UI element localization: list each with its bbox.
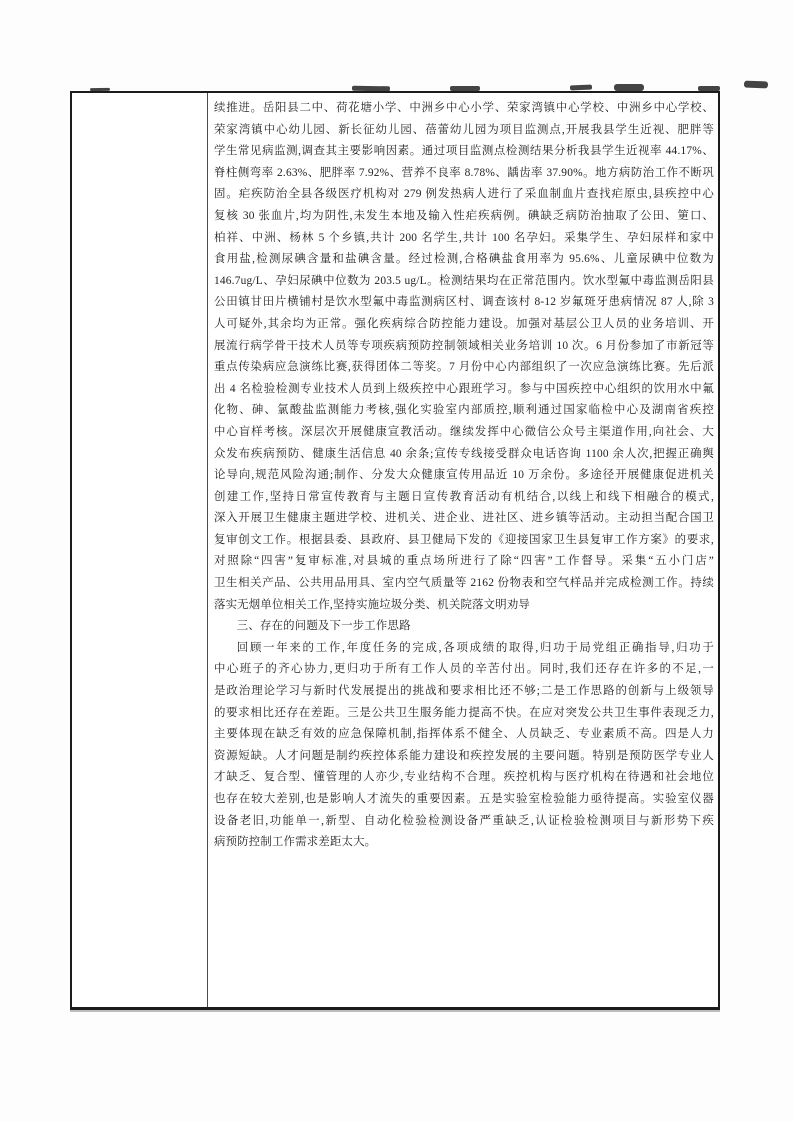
text-line: 也存在较大差别,也是影响人才流失的重要因素。五是实验室检验能力亟待提高。实验室仪器 — [214, 793, 714, 805]
text-line: 出 4 名检验检测专业技术人员到上级疾控中心跟班学习。参与中国疾控中心组织的饮用水中氟 — [214, 382, 714, 395]
text-line: 落实无烟单位相关工作,坚持实施垃圾分类、机关院落文明劝导 — [214, 598, 530, 611]
text-line: 固。疟疾防治全县各级医疗机构对 279 例发热病人进行了采血制血片查找疟原虫,县疾控中心 — [214, 188, 714, 201]
text-line: 荣家湾镇中心幼儿园、新长征幼儿园、蓓蕾幼儿园为项目监测点,开展我县学生近视、肥胖等 — [214, 123, 714, 136]
text-line: 主要体现在缺乏有效的应急保障机制,指挥体系不健全、人员缺乏、专业素质不高。四是人力 — [214, 728, 714, 741]
text-line: 中心盲样考核。深层次开展健康宣教活动。继续发挥中心微信公众号主渠道作用,向社会、大 — [214, 425, 714, 438]
text-line: 回顾一年来的工作,年度任务的完成,各项成绩的取得,归功于局党组正确指导,归功于 — [236, 641, 714, 654]
text-line: 资源短缺。人才问题是制约疾控体系能力建设和疾控发展的主要问题。特别是预防医学专业人 — [214, 749, 714, 762]
text-line: 深入开展卫生健康主题进学校、进机关、进企业、进社区、进乡镇等活动。主动担当配合国卫 — [214, 512, 714, 525]
text-line: 复审创文工作。根据县委、县政府、县卫健局下发的《迎接国家卫生县复审工作方案》的要求, — [214, 533, 714, 546]
table-body-cell — [208, 93, 718, 1007]
text-line: 人可疑外,其余均为正常。强化疾病综合防控能力建设。加强对基层公卫人员的业务培训、开 — [214, 317, 714, 330]
text-line: 论导向,规范风险沟通;制作、分发大众健康宣传用品近 10 万余份。多途径开展健康促进机关 — [214, 469, 714, 482]
ink-smudge-artifact — [570, 85, 592, 91]
text-line: 才缺乏、复合型、懂管理的人亦少,专业结构不合理。疾控机构与医疗机构在待遇和社会地位 — [214, 771, 714, 784]
text-line: 复核 30 张血片,均为阴性,未发生本地及输入性疟疾病例。碘缺乏病防治抽取了公田、筻口、 — [214, 209, 714, 222]
text-line: 146.7ug/L、孕妇尿碘中位数为 203.5 ug/L。检测结果均在正常范围内。饮水型氟中毒监测岳阳县 — [214, 274, 714, 287]
text-line: 脊柱侧弯率 2.63%、肥胖率 7.92%、营养不良率 8.78%、龋齿率 37.90%。地方病防治工作不断巩 — [214, 166, 714, 179]
text-line: 中心班子的齐心协力,更归功于所有工作人员的辛苦付出。同时,我们还存在许多的不足,一 — [214, 663, 714, 676]
text-line: 众发布疾病预防、健康生活信息 40 余条;宣传专线接受群众电话咨询 1100 余人次,把握正确舆 — [214, 447, 714, 460]
text-line: 展流行病学骨干技术人员等专项疾病预防控制领域相关业务培训 10 次。6 月份参加了市新冠等 — [214, 339, 714, 352]
text-line: 的要求相比还存在差距。三是公共卫生服务能力提高不快。在应对突发公共卫生事件表现乏力, — [214, 706, 714, 719]
ink-smudge-artifact — [614, 84, 644, 91]
text-line: 重点传染病应急演练比赛,获得团体二等奖。7 月份中心内部组织了一次应急演练比赛。先后派 — [214, 361, 714, 374]
text-line: 设备老旧,功能单一,新型、自动化检验检测设备严重缺乏,认证检验检测项目与新形势下疾 — [214, 814, 714, 827]
report-table — [70, 91, 720, 1010]
text-line: 食用盐,检测尿碘含量和盐碘含量。经过检测,合格碘盐食用率为 95.6%、儿童尿碘中位数为 — [214, 253, 714, 266]
text-line: 对照除“四害”复审标准,对县城的重点场所进行了除“四害”工作督导。采集“五小门店” — [214, 555, 714, 568]
text-line: 柏祥、中洲、杨林 5 个乡镇,共计 200 名学生,共计 100 名孕妇。采集学生、孕妇尿样和家中 — [214, 231, 714, 244]
text-line: 公田镇甘田片横铺村是饮水型氟中毒监测病区村、调查该村 8-12 岁氟斑牙患病情况 87 人,除 3 — [214, 296, 714, 309]
text-line: 创建工作,坚持日常宣传教育与主题日宣传教育活动有机结合,以线上和线下相融合的模式, — [214, 490, 714, 503]
report-body-text — [214, 98, 714, 854]
text-line: 是政治理论学习与新时代发展提出的挑战和要求相比还不够;二是工作思路的创新与上级领导 — [214, 685, 714, 698]
ink-smudge-artifact — [744, 81, 768, 89]
text-line: 续推进。岳阳县二中、荷花塘小学、中洲乡中心小学、荣家湾镇中心学校、中洲乡中心学校、 — [214, 102, 714, 114]
text-line: 三、存在的问题及下一步工作思路 — [236, 620, 411, 633]
text-line: 病预防控制工作需求差距太大。 — [214, 836, 377, 849]
table-left-cell — [72, 93, 208, 1007]
text-line: 卫生相关产品、公共用品用具、室内空气质量等 2162 份物表和空气样品并完成检测工作。持续 — [214, 577, 714, 590]
text-line: 化物、砷、氯酸盐监测能力考核,强化实验室内部质控,顺利通过国家临检中心及湖南省疾控 — [214, 404, 714, 417]
text-line: 学生常见病监测,调查其主要影响因素。通过项目监测点检测结果分析我县学生近视率 44.17%、 — [214, 145, 714, 158]
